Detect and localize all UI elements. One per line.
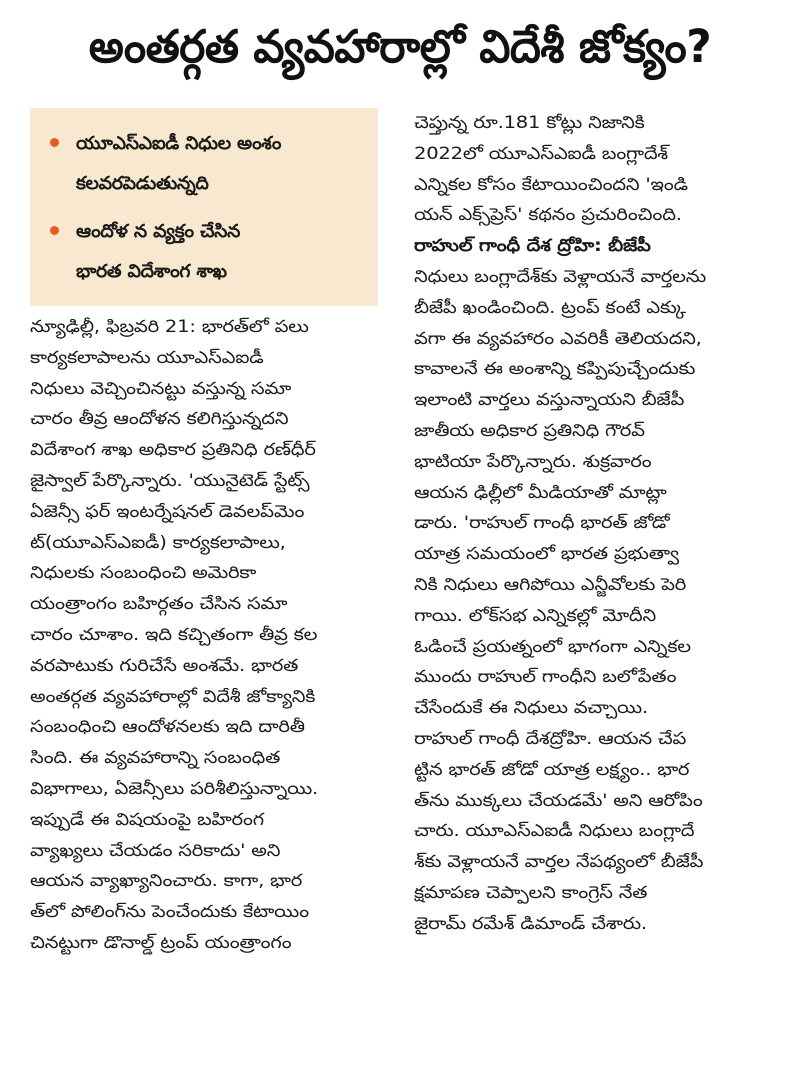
highlight-box: [30, 108, 378, 306]
body-text-line: బీజేపీ ఖండించింది. ట్రంప్ కంటే ఎక్కు: [414, 297, 686, 318]
bullet-icon: [50, 138, 59, 147]
body-text-line: ముందు రాహుల్ గాంధీని బలోపేతం: [414, 667, 677, 688]
body-text-line: శ్‌కు వెళ్లాయనే వార్తల నేపథ్యంలో బీజేపీ: [414, 852, 704, 873]
body-text-line: చారం చూశాం. ఇది కచ్చితంగా తీవ్ర కల: [30, 624, 318, 645]
body-text-line: చెప్తున్న రూ.181 కోట్లు నిజానికి: [414, 113, 645, 133]
body-text-line: నిధులు వెచ్చించినట్టు వస్తున్న సమా: [30, 378, 292, 399]
body-text-line: ఇప్పుడే ఈ విషయంపై బహిరంగ: [30, 809, 264, 830]
body-text-line: డారు. 'రాహుల్ గాంధీ భారత్ జోడో: [414, 513, 670, 534]
bullet-icon: [50, 226, 59, 235]
body-text-line: సంబంధించి ఆందోళనలకు ఇది దారితీ: [30, 717, 305, 738]
body-text-line: ఏజెన్సీ ఫర్ ఇంటర్నేషనల్ డెవలప్‌మెం: [30, 501, 305, 522]
body-text-line: వ్యాఖ్యలు చేయడం సరికాదు' అని: [30, 840, 281, 861]
body-text-line: వగా ఈ వ్యవహారం ఎవరికీ తెలియదని,: [414, 328, 702, 349]
body-text-line: యన్ ఎక్స్‌ప్రెస్' కథనం ప్రచురించింది.: [414, 205, 682, 226]
body-text-line: భాటియా పేర్కొన్నారు. శుక్రవారం: [414, 451, 652, 472]
body-text-line: నికి నిధులు ఆగిపోయి ఎన్జీవోలకు పెరి: [414, 574, 687, 595]
highlight-line: భారత విదేశాంగ శాఖ: [76, 261, 227, 282]
body-text-line: రాహుల్ గాంధీ దేశద్రోహి. ఆయన చేప: [414, 728, 687, 749]
body-text-line: ఓడించే ప్రయత్నంలో భాగంగా ఎన్నికల: [414, 636, 691, 657]
subheading: రాహుల్ గాంధీ దేశ ద్రోహి: బీజేపీ: [414, 236, 651, 257]
body-text-line: నిధులకు సంబంధించి అమెరికా: [30, 563, 257, 584]
body-text-line: 2022లో యూఎస్ఎఐడీ బంగ్లాదేశ్: [414, 143, 668, 164]
body-text-line: కార్యకలాపాలను యూఎస్ఎఐడీ: [30, 347, 264, 368]
body-text-line: ఇలాంటి వార్తలు వస్తున్నాయని బీజేపీ: [414, 390, 685, 411]
body-text-line: జైస్వాల్ పేర్కొన్నారు. 'యునైటెడ్ స్టేట్స్: [30, 470, 310, 491]
body-text-line: గాయి. లోక్‌సభ ఎన్నికల్లో మోదీని: [414, 605, 657, 626]
body-text-line: ఎన్నికల కోసం కేటాయించిందని 'ఇండి: [414, 174, 688, 195]
body-text-line: ట్టిన భారత్ జోడో యాత్ర లక్ష్యం.. భార: [414, 759, 690, 780]
headline: అంతర్గత వ్యవహారాల్లో విదేశీ జోక్యం?: [88, 20, 712, 73]
body-text-line: ఆయన వ్యాఖ్యానించారు. కాగా, భార: [30, 871, 303, 892]
highlight-line: యూఎస్ఎఐడీ నిధుల అంశం: [76, 133, 282, 154]
body-text-line: ఆయన ఢిల్లీలో మీడియాతో మాట్లా: [414, 482, 667, 503]
body-text-line: విభాగాలు, ఏజెన్సీలు పరిశీలిస్తున్నాయి.: [30, 778, 319, 799]
body-text-line: త్‌లో పోలింగ్‌ను పెంచేందుకు కేటాయిం: [30, 902, 309, 923]
highlight-item: [50, 124, 370, 204]
body-text-line: నిధులు బంగ్లాదేశ్‌కు వెళ్లాయనే వార్తలను: [414, 266, 707, 287]
highlight-line: కలవరపెడుతున్నది: [76, 173, 209, 194]
body-text-line: విదేశాంగ శాఖ అధికార ప్రతినిధి రణ్‌ధీర్: [30, 440, 316, 461]
body-text-line: చినట్టుగా డొనాల్డ్ ట్రంప్ యంత్రాంగం: [30, 932, 292, 953]
body-text-line: చారు. యూఎస్ఎఐడీ నిధులు బంగ్లాదే: [414, 821, 695, 842]
body-text-line: అంతర్గత వ్యవహారాల్లో విదేశీ జోక్యానికి: [30, 686, 316, 707]
body-text-line: జైరామ్ రమేశ్ డిమాండ్ చేశారు.: [414, 913, 647, 934]
body-text-line: యాత్ర సమయంలో భారత ప్రభుత్వా: [414, 544, 679, 565]
body-text-line: న్యూఢిల్లీ, ఫిబ్రవరి 21: భారత్‌లో పలు: [30, 317, 309, 337]
left-column: [30, 312, 390, 959]
body-text-line: చారం తీవ్ర ఆందోళన కలిగిస్తున్నదని: [30, 409, 289, 430]
highlight-line: ఆందోళ న వ్యక్తం చేసిన: [76, 221, 241, 242]
body-text-line: చేసేందుకే ఈ నిధులు వచ్చాయి.: [414, 698, 648, 719]
body-text-line: యంత్రాంగం బహిర్గతం చేసిన సమా: [30, 594, 288, 615]
body-text-line: ట్(యూఎస్ఎఐడీ) కార్యకలాపాలు,: [30, 532, 286, 553]
body-text-line: కావాలనే ఈ అంశాన్ని కప్పిపుచ్చేందుకు: [414, 359, 696, 380]
highlight-item: [50, 212, 370, 292]
body-text-line: త్‌ను ముక్కలు చేయడమే' అని ఆరోపిం: [414, 790, 703, 811]
body-text-line: క్షమాపణ చెప్పాలని కాంగ్రెస్ నేత: [414, 882, 648, 903]
body-text-line: వరపాటుకు గురిచేసే అంశమే. భారత: [30, 655, 299, 676]
right-column: [414, 108, 774, 940]
body-text-line: జాతీయ అధికార ప్రతినిధి గౌరవ్: [414, 420, 645, 441]
body-text-line: సింది. ఈ వ్యవహారాన్ని సంబంధిత: [30, 748, 281, 769]
